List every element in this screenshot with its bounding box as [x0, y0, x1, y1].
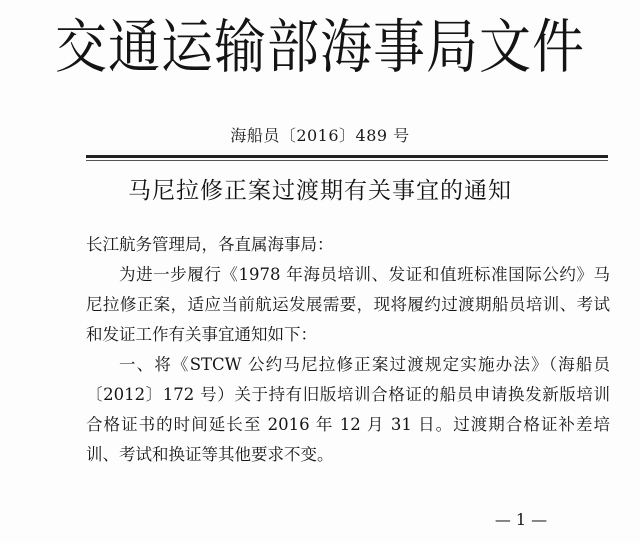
masthead-title: 交通运输部海事局文件 [54, 14, 585, 82]
header-divider-thin [86, 160, 608, 161]
header-divider [86, 155, 608, 158]
document-number: 海船员〔2016〕489 号 [230, 126, 410, 145]
page-number: — 1 — [494, 510, 548, 529]
document-body [86, 230, 610, 470]
document-title: 马尼拉修正案过渡期有关事宜的通知 [128, 178, 512, 204]
paragraph-intro: 为进一步履行《1978 年海员培训、发证和值班标准国际公约》马尼拉修正案，适应当前航运发展需要，现将履约过渡期船员培训、考试和发证工作有关事宜通知如下： [86, 265, 610, 344]
paragraph-item-1: 一、将《STCW 公约马尼拉修正案过渡规定实施办法》（海船员〔2012〕172 号）关于持有旧版培训合格证的船员申请换发新版培训合格证书的时间延长至 2016 年 12 月 31 日。过渡期合格证补差培训、考试和换证等其他要求不变。 [86, 355, 610, 464]
addressee: 长江航务管理局，各直属海事局： [86, 235, 334, 254]
